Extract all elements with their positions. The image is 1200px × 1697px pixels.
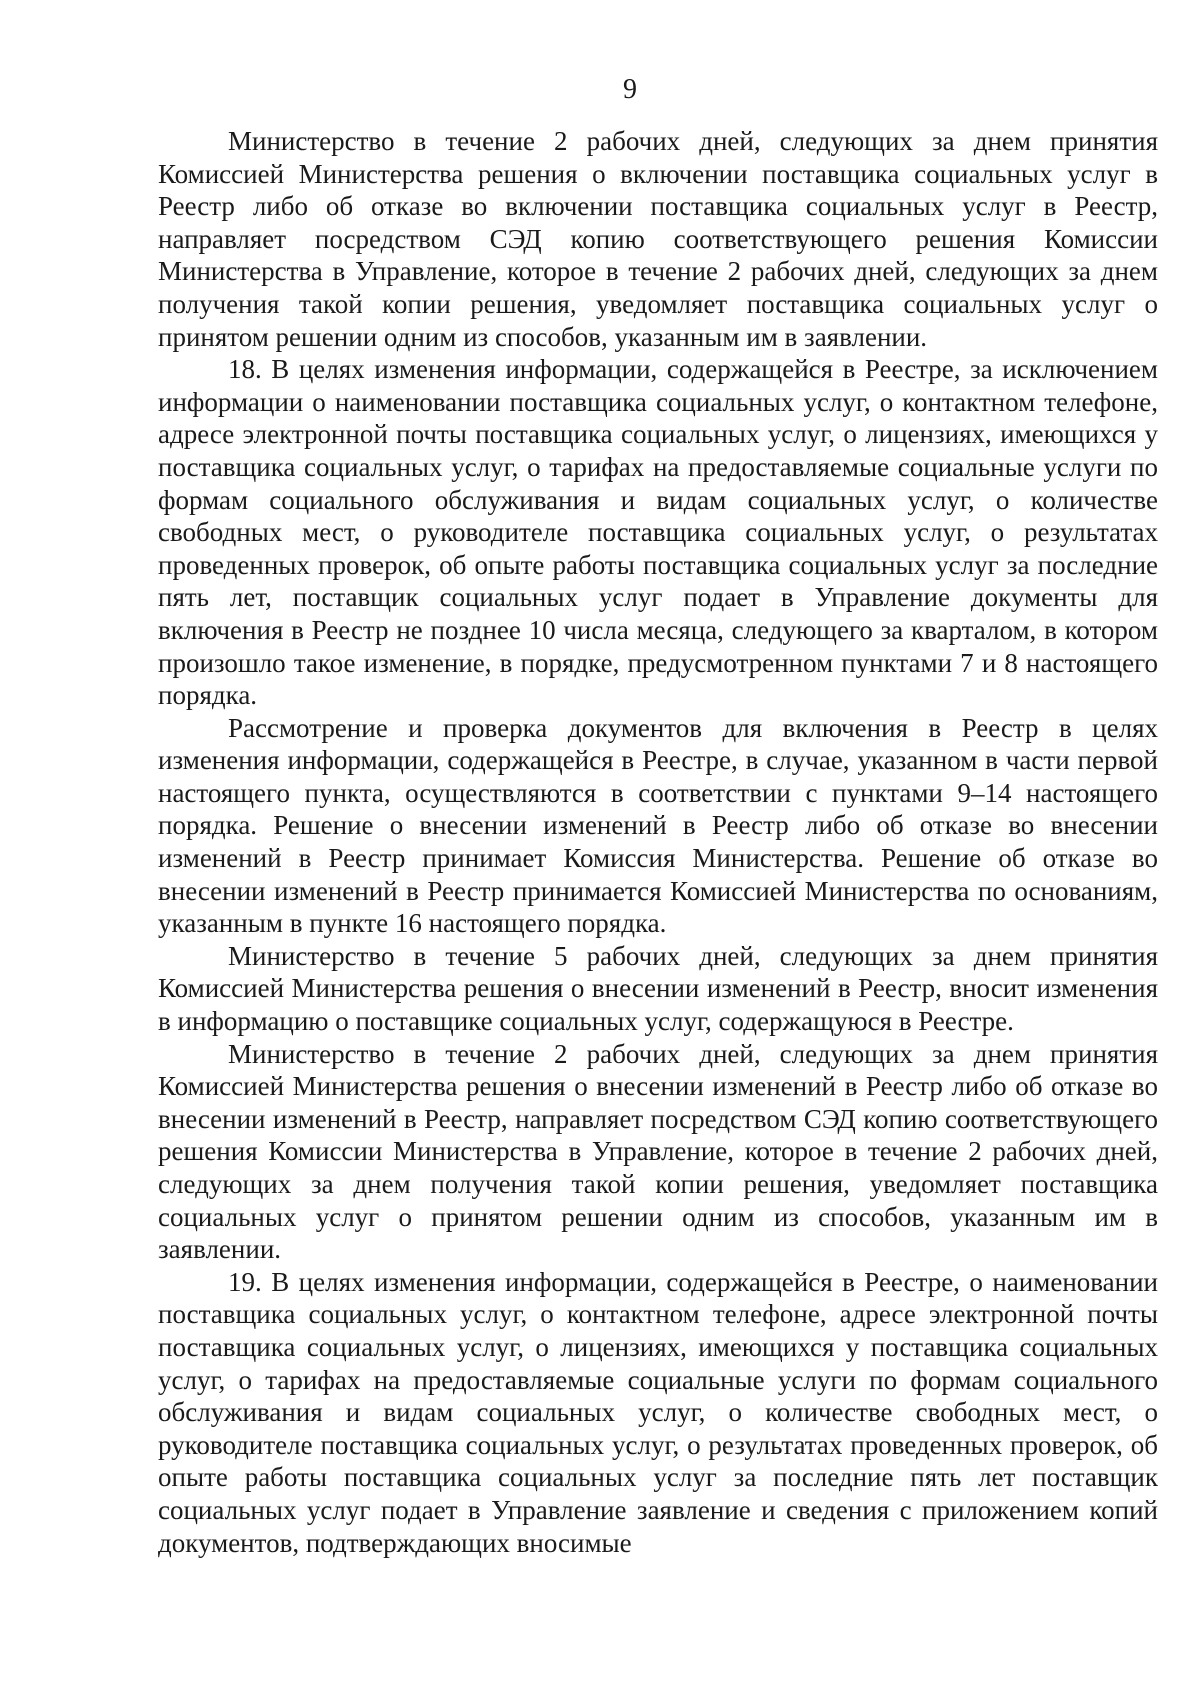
paragraph-item-18: 18. В целях изменения информации, содержащейся в Реестре, за исключением информации о наименовании поставщика социальных услуг, о контактном телефоне, адресе электронной почты поставщика социальных услуг, о лицензиях, имеющихся у поставщика социальных услуг, о тарифах на предоставляемые социальные услуги по формам социального обслуживания и видам социальных услуг, о количестве свободных мест, о руководителе поставщика социальных услуг, о результатах проведенных проверок, об опыте работы поставщика социальных услуг за последние пять лет, поставщик социальных услуг подает в Управление документы для включения в Реестр не позднее 10 числа месяца, следующего за кварталом, в котором произошло такое изменение, в порядке, предусмотренном пунктами 7 и 8 настоящего порядка. (158, 354, 1158, 711)
paragraph-item-19: 19. В целях изменения информации, содержащейся в Реестре, о наименовании поставщика социальных услуг, о контактном телефоне, адресе электронной почты поставщика социальных услуг, о лицензиях, имеющихся у поставщика социальных услуг, о тарифах на предоставляемые социальные услуги по формам социального обслуживания и видам социальных услуг, о количестве свободных мест, о руководителе поставщика социальных услуг, о результатах проведенных проверок, об опыте работы поставщика социальных услуг за последние пять лет поставщик социальных услуг подает в Управление заявление и сведения с приложением копий документов, подтверждающих вносимые (158, 1266, 1158, 1558)
paragraph-ministry-notification: Министерство в течение 2 рабочих дней, следующих за днем принятия Комиссией Министерства решения о включении поставщика социальных услуг в Реестр либо об отказе во включении поставщика социальных услуг в Реестр, направляет посредством СЭД копию соответствующего решения Комиссии Министерства в Управление, которое в течение 2 рабочих дней, следующих за днем получения такой копии решения, уведомляет поставщика социальных услуг о принятом решении одним из способов, указанным им в заявлении. (158, 126, 1158, 352)
paragraph-ministry-decision-copy: Министерство в течение 2 рабочих дней, следующих за днем принятия Комиссией Министерства решения о внесении изменений в Реестр либо об отказе во внесении изменений в Реестр, направляет посредством СЭД копию соответствующего решения Комиссии Министерства в Управление, которое в течение 2 рабочих дней, следующих за днем получения такой копии решения, уведомляет поставщика социальных услуг о принятом решении одним из способов, указанным им в заявлении. (158, 1038, 1158, 1265)
document-body (158, 125, 1158, 1559)
page-number: 9 (623, 74, 637, 105)
paragraph-ministry-changes: Министерство в течение 5 рабочих дней, следующих за днем принятия Комиссией Министерства решения о внесении изменений в Реестр, вносит изменения в информацию о поставщике социальных услуг, содержащуюся в Реестре. (158, 940, 1158, 1037)
paragraph-review-documents: Рассмотрение и проверка документов для включения в Реестр в целях изменения информации, содержащейся в Реестре, в случае, указанном в части первой настоящего пункта, осуществляются в соответствии с пунктами 9–14 настоящего порядка. Решение о внесении изменений в Реестр либо об отказе во внесении изменений в Реестр принимает Комиссия Министерства. Решение об отказе во внесении изменений в Реестр принимается Комиссией Министерства по основаниям, указанным в пункте 16 настоящего порядка. (158, 712, 1158, 939)
